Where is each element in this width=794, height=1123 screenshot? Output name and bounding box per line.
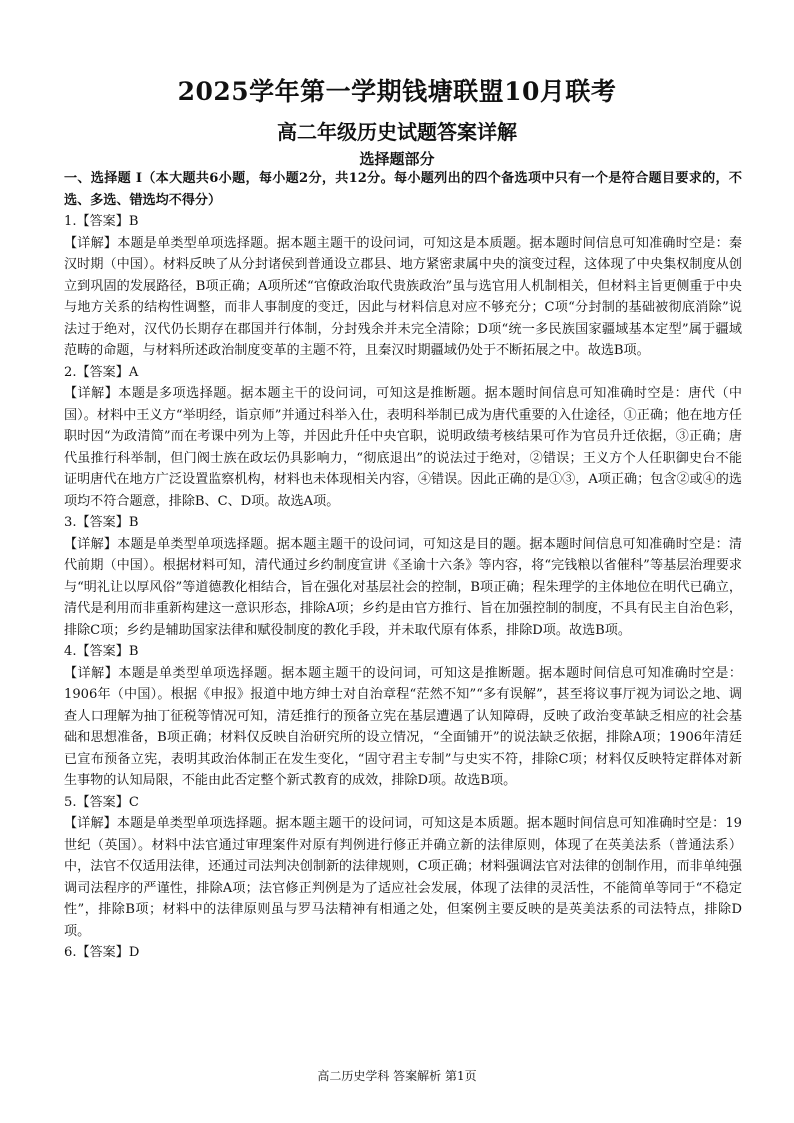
answer-1: 1.【答案】B (64, 214, 139, 229)
answer-5: 5.【答案】C (64, 794, 139, 810)
section-title: 选择题部分 (359, 150, 435, 168)
answer-content (64, 168, 742, 964)
answer-3: 3.【答案】B (64, 515, 139, 530)
detail-5: 【详解】本题是单类型单项选择题。据本题主题干的设问词，可知这是本质题。据本题时间信息可知准确时空是：19世纪（英国）。材料中法官通过审理案件对原有判例进行修正并确立新的法律原则，体现了在英美法系（普通法系）中，法官不仅适用法律，还通过司法判决创制新的法律规则，C项正确；材料强调法官对法律的创制作用，而非单纯强调司法程序的严谨性，排除A项；法官修正判例是为了适应社会发展，体现了法律的灵活性，不能简单等同于“不稳定性”，排除B项；材料中的法律原则虽与罗马法精神有相通之处，但案例主要反映的是英美法系的司法特点，排除D项。 (64, 816, 742, 939)
detail-1: 【详解】本题是单类型单项选择题。据本题主题干的设问词，可知这是本质题。据本题时间信息可知准确时空是：秦汉时期（中国）。材料反映了从分封诸侯到普通设立郡县、地方紧密隶属中央的演变过程，这体现了中央集权制度从创立到巩固的发展路径，B项正确；A项所述“官僚政治取代贵族政治”虽与选官用人机制相关，但材料主旨更侧重于中央与地方关系的结构性调整，而非人事制度的变迁，因此与材料信息对应不够充分；C项“分封制的基础被彻底消除”说法过于绝对，汉代仍长期存在郡国并行体制，分封残余并未完全清除；D项“统一多民族国家疆域基本定型”属于疆域范畴的命题，与材料所述政治制度变革的主题不符，且秦汉时期疆域仍处于不断拓展之中。故选B项。 (64, 235, 742, 358)
answer-4: 4.【答案】B (64, 644, 139, 659)
answer-6: 6.【答案】D (64, 945, 140, 960)
answer-2: 2.【答案】A (64, 364, 139, 380)
instruction-heading: 一、选择题 I（本大题共6小题，每小题2分，共12分。每小题列出的四个备选项中只有一个是符合题目要求的，不选、多选、错选均不得分） (64, 171, 742, 208)
detail-3: 【详解】本题是单类型单项选择题。据本题主题干的设问词，可知这是目的题。据本题时间信息可知准确时空是：清代前期（中国）。根据材料可知，清代通过乡约制度宣讲《圣谕十六条》等内容，将“完钱粮以省催科”等基层治理要求与“明礼让以厚风俗”等道德教化相结合，旨在强化对基层社会的控制，B项正确；程朱理学的主体地位在明代已确立，清代是利用而非重新构建这一意识形态，排除A项；乡约是由官方推行、旨在加强控制的制度，不具有民主自治色彩，排除C项；乡约是辅助国家法律和赋役制度的教化手段，并未取代原有体系，排除D项。故选B项。 (64, 536, 742, 638)
document-title: 2025学年第一学期钱塘联盟10月联考 (177, 77, 617, 106)
page-footer: 高二历史学科 答案解析 第1页 (317, 1069, 477, 1083)
detail-2: 【详解】本题是多项选择题。据本题主干的设问词，可知这是推断题。据本题时间信息可知准确时空是：唐代（中国）。材料中王义方“举明经，诣京师”并通过科举入仕，表明科举制已成为唐代重要的入仕途径，①正确；他在地方任职时因“为政清简”而在考课中列为上等，并因此升任中央官职，说明政绩考核结果可作为官员升迁依据，③正确；唐代虽推行科举制，但门阀士族在政坛仍具影响力，“彻底退出”的说法过于绝对，②错误；王义方个人任职御史台不能证明唐代在地方广泛设置监察机构，材料也未体现相关内容，④错误。因此正确的是①③，A项正确；包含②或④的选项均不符合题意，排除B、C、D项。故选A项。 (64, 386, 742, 509)
document-subtitle: 高二年级历史试题答案详解 (277, 120, 517, 144)
detail-4: 【详解】本题是单类型单项选择题。据本题主题干的设问词，可知这是推断题。据本题时间信息可知准确时空是：1906年（中国）。根据《申报》报道中地方绅士对自治章程“茫然不知”“多有误解”，甚至将议事厅视为词讼之地、调查人口理解为抽丁征税等情况可知，清廷推行的预备立宪在基层遭遇了认知障碍，反映了政治变革缺乏相应的社会基础和思想准备，B项正确；材料仅反映自治研究所的设立情况，“全面铺开”的说法缺乏依据，排除A项；1906年清廷已宣布预备立宪，表明其政治体制正在发生变化，“固守君主专制”与史实不符，排除C项；材料仅反映特定群体对新生事物的认知局限，不能由此否定整个新式教育的成效，排除D项。故选B项。 (64, 665, 742, 788)
